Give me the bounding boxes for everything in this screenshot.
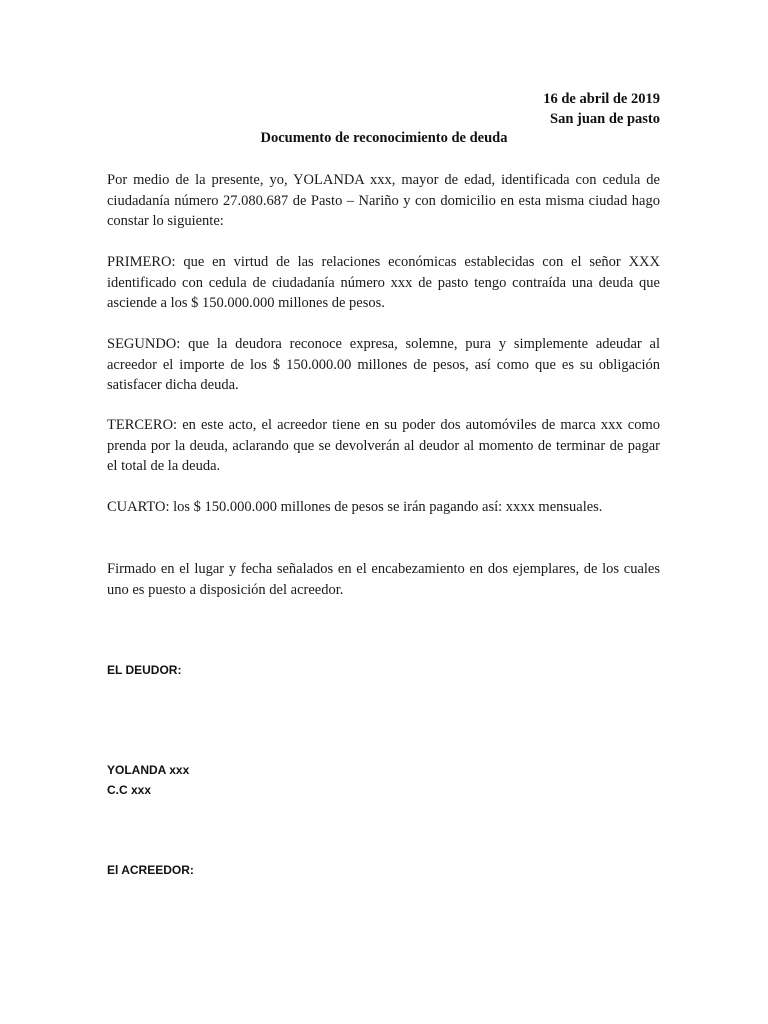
- clause-primero: PRIMERO: que en virtud de las relaciones económicas establecidas con el señor XXX identificado con cedula de ciudadanía número xxx de pasto tengo contraída una deuda que asciende a los $ 150.000.000 millones de pesos.: [107, 254, 660, 311]
- debtor-name: YOLANDA xxx: [107, 763, 190, 777]
- document-place: San juan de pasto: [550, 111, 660, 127]
- intro-paragraph: Por medio de la presente, yo, YOLANDA xxx, mayor de edad, identificada con cedula de ciudadanía número 27.080.687 de Pasto – Nariño y con domicilio en esta misma ciudad hago constar lo siguiente:: [107, 172, 660, 229]
- debtor-id: C.C xxx: [107, 783, 152, 797]
- creditor-label: El ACREEDOR:: [107, 863, 194, 877]
- closing-paragraph: Firmado en el lugar y fecha señalados en el encabezamiento en dos ejemplares, de los cuales uno es puesto a disposición del acreedor.: [107, 561, 660, 598]
- document-title: Documento de reconocimiento de deuda: [260, 130, 508, 146]
- clause-segundo: SEGUNDO: que la deudora reconoce expresa, solemne, pura y simplemente adeudar al acreedor el importe de los $ 150.000.00 millones de pesos, así como que es su obligación satisfacer dicha deuda.: [107, 336, 660, 393]
- clause-tercero: TERCERO: en este acto, el acreedor tiene en su poder dos automóviles de marca xxx como prenda por la deuda, aclarando que se devolverán al deudor al momento de terminar de pagar el total de la deuda.: [107, 417, 660, 474]
- debtor-label: EL DEUDOR:: [107, 663, 182, 677]
- document-date: 16 de abril de 2019: [543, 91, 660, 107]
- clause-cuarto: CUARTO: los $ 150.000.000 millones de pesos se irán pagando así: xxxx mensuales.: [107, 499, 603, 515]
